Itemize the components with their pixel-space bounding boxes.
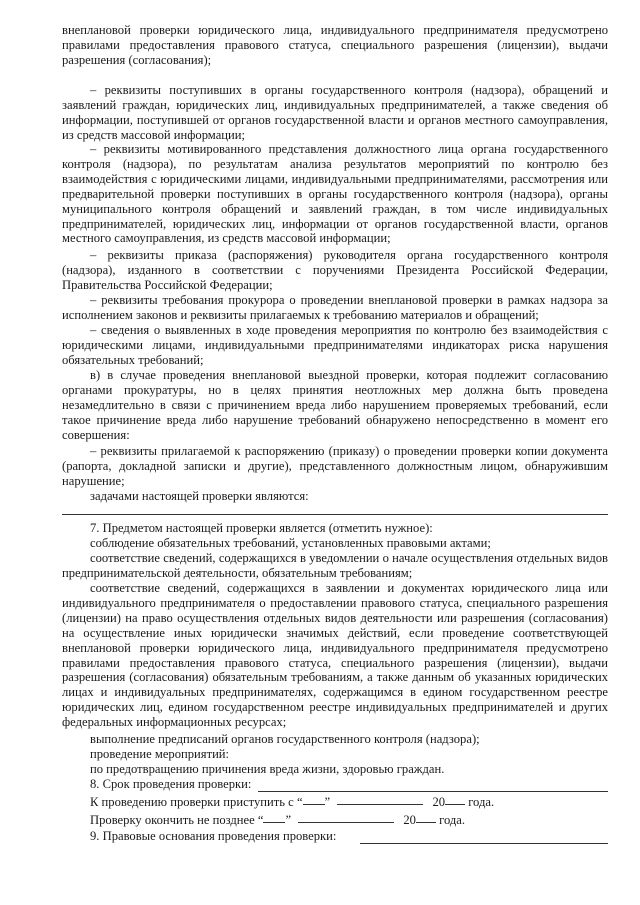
- paragraph-tasks: задачами настоящей проверки являются:: [90, 489, 309, 503]
- end-day-field[interactable]: [263, 822, 285, 823]
- legal-basis-fill-line[interactable]: [360, 843, 608, 844]
- paragraph-requisites-motivated: – реквизиты мотивированного представления должностного лица органа государственного контроля (надзора), по результатам анализа результатов мероприятий по контролю без взаимодействия с юридическими лицами, индивидуальными предпринимателями, рассмотрения или предварительной проверки поступивших в органы государственного контроля (надзора), органы муниципального контроля обращений и заявлений граждан, в том числе индивидуальных предпринимателей, юридических лиц, информации от органов государственной власти, органов местного самоуправления, из средств массовой информации;: [62, 142, 608, 246]
- item-application: соответствие сведений, содержащихся в заявлении и документах юридического лица или индивидуального предпринимателя о предоставлении правового статуса, специального разрешения (лицензии) на право осуществления отдельных видов деятельности или разрешения (согласования) на осуществление иных юридически значимых действий, если проведение соответствующей внеплановой проверки юридического лица, индивидуального предпринимателя предусмотрено правилами предоставления правового статуса, специального разрешения (лицензии), выдачи разрешения (согласования) обязательным требованиям, а также данным об указанных юридических лицах и индивидуальных предпринимателях, содержащимся в едином государственном реестре юридических лиц, едином государственном реестре индивидуальных предпринимателей и других федеральных информационных ресурсах;: [62, 581, 608, 730]
- end-year-field[interactable]: [416, 822, 436, 823]
- paragraph-requisites-prosecutor: – реквизиты требования прокурора о проведении внеплановой проверки в рамках надзора за исполнением законов и реквизиты прилагаемых к требованию материалов и обращений;: [62, 293, 608, 322]
- tasks-fill-line[interactable]: [62, 514, 608, 515]
- term-fill-line[interactable]: [258, 791, 608, 792]
- paragraph-requisites-appeals: – реквизиты поступивших в органы государственного контроля (надзора), обращений и заявлений граждан, юридических лиц, индивидуальных предпринимателей, а также сведения об информации, поступившей от органов государственной власти и органов местного самоуправления, из средств массовой информации;: [62, 83, 608, 142]
- end-month-field[interactable]: [298, 822, 394, 823]
- paragraph-requisites-order: – реквизиты приказа (распоряжения) руководителя органа государственного контроля (надзора), изданного в соответствии с поручениями Президента Российской Федерации, Правительства Российской Федерации;: [62, 248, 608, 292]
- item-compliance: соблюдение обязательных требований, установленных правовыми актами;: [90, 536, 491, 550]
- end-date-line: Проверку окончить не позднее “ ” 20 года.: [90, 813, 466, 827]
- item-notification: соответствие сведений, содержащихся в уведомлении о начале осуществления отдельных видов предпринимательской деятельности, обязательным требованиям;: [62, 551, 608, 580]
- start-year-field[interactable]: [445, 804, 465, 805]
- start-month-field[interactable]: [337, 804, 423, 805]
- item-prevention: по предотвращению причинения вреда жизни, здоровью граждан.: [90, 762, 445, 776]
- start-day-field[interactable]: [303, 804, 325, 805]
- start-date-line: К проведению проверки приступить с “ ” 20 года.: [90, 795, 495, 809]
- paragraph-risk-indicators: – сведения о выявленных в ходе проведения мероприятия по контролю без взаимодействия с юридическими лицами, индивидуальными предпринимателями индикаторах риска нарушения обязательных требований;: [62, 323, 608, 367]
- item-prescriptions: выполнение предписаний органов государственного контроля (надзора);: [90, 732, 480, 746]
- paragraph-continuation: внеплановой проверки юридического лица, индивидуального предпринимателя предусмотрено правилами предоставления правового статуса, специального разрешения (лицензии), выдачи разрешения (согласования);: [62, 23, 608, 67]
- section-7-title: 7. Предметом настоящей проверки является (отметить нужное):: [90, 521, 433, 535]
- section-8-title: 8. Срок проведения проверки:: [90, 777, 252, 791]
- section-9-title: 9. Правовые основания проведения проверки:: [90, 829, 337, 843]
- item-measures: проведение мероприятий:: [90, 747, 230, 761]
- start-prefix: К проведению проверки приступить с: [90, 795, 294, 809]
- end-prefix: Проверку окончить не позднее: [90, 813, 255, 827]
- paragraph-attached-copy: – реквизиты прилагаемой к распоряжению (приказу) о проведении проверки копии документа (рапорта, докладной записки и другие), представленного должностным лицом, обнаружившим нарушение;: [62, 444, 608, 488]
- paragraph-case-v: в) в случае проведения внеплановой выездной проверки, которая подлежит согласованию органами прокуратуры, но в целях принятия неотложных мер должна быть проведена незамедлительно в связи с причинением вреда либо нарушением проверяемых требований, если такое причинение вреда либо нарушение требований обнаружено непосредственно в момент его совершения:: [62, 368, 608, 442]
